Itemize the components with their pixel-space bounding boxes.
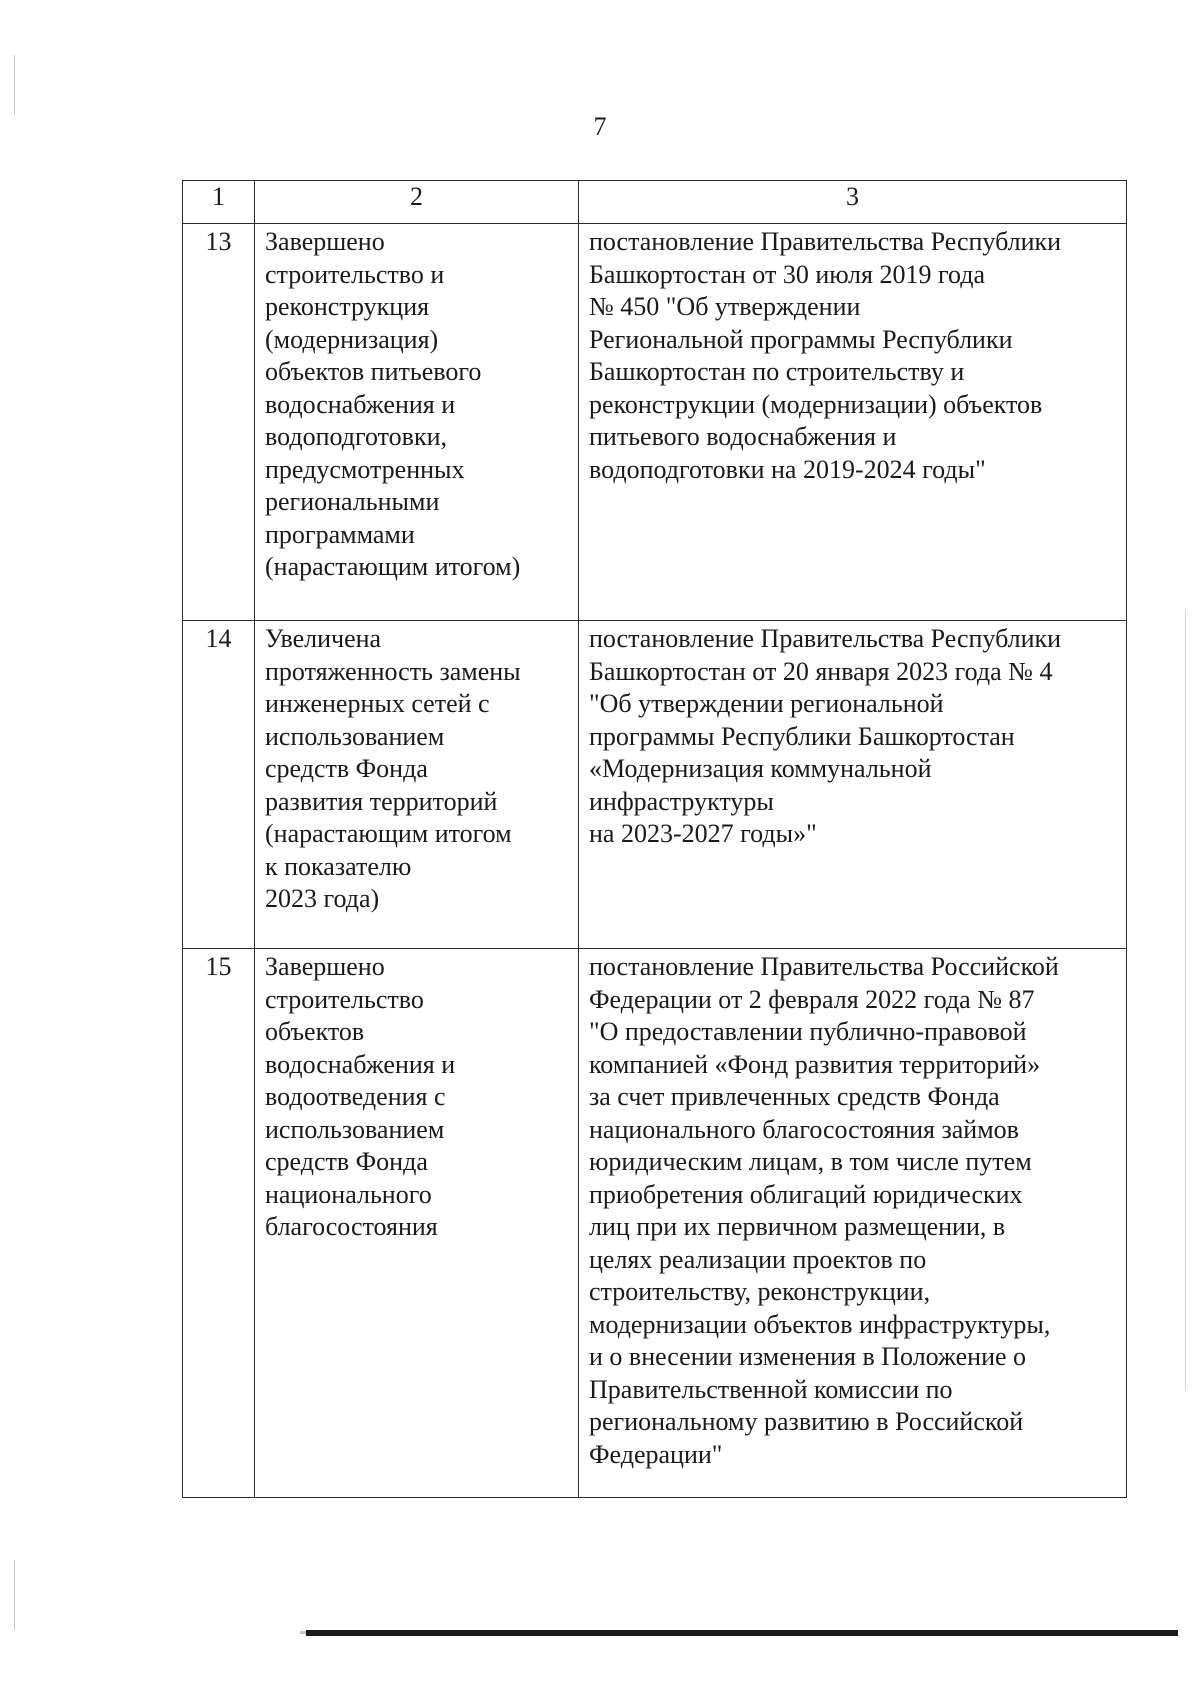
indicator-text-line: Увеличена (265, 624, 382, 653)
page-number: 7 (593, 112, 607, 141)
document-text-line: реконструкции (модернизации) объектов (589, 389, 1043, 419)
table-body (183, 224, 1127, 1498)
column-header-1: 1 (183, 181, 255, 224)
document-text-line: Башкортостан от 20 января 2023 года № 4 (589, 656, 1053, 686)
table-header-row (183, 181, 1127, 224)
indicators-table (182, 180, 1127, 1498)
table-row (183, 949, 1127, 1498)
scan-margin-mark (1185, 610, 1186, 1390)
document-text-line: целях реализации проектов по (589, 1244, 927, 1274)
document-reference-cell (579, 621, 1127, 949)
document-text-line: национального благосостояния займов (589, 1114, 1019, 1144)
document-text-line: № 450 "Об утверждении (589, 292, 861, 321)
table-row (183, 621, 1127, 949)
indicator-text-line: благосостояния (265, 1212, 438, 1241)
document-text-line: за счет привлеченных средств Фонда (589, 1082, 1000, 1111)
indicator-cell (255, 621, 579, 949)
document-text-line: лиц при их первичном размещении, в (589, 1212, 1006, 1241)
indicator-text-line: региональными (265, 487, 440, 516)
indicator-text-line: водоснабжения и (265, 1049, 456, 1079)
column-header-3: 3 (579, 181, 1127, 224)
indicator-text-line: средств Фонда (265, 754, 428, 783)
indicator-text-line: строительство и (265, 259, 445, 289)
document-text-line: постановление Правительства Российской (589, 952, 1059, 981)
document-text-line: модернизации объектов инфраструктуры, (589, 1309, 1051, 1339)
indicator-text-line: средств Фонда (265, 1147, 428, 1176)
indicator-text-line: инженерных сетей с (265, 689, 490, 718)
document-text-line: постановление Правительства Республики (589, 624, 1062, 653)
document-text-line: Федерации от 2 февраля 2022 года № 87 (589, 984, 1035, 1014)
scan-edge-bar (306, 1630, 1178, 1636)
document-text-line: Правительственной комиссии по (589, 1374, 953, 1404)
indicator-text-line: 2023 года) (265, 884, 380, 913)
indicator-text-line: (модернизация) (265, 324, 439, 354)
document-text-line: региональному развитию в Российской (589, 1407, 1024, 1436)
document-text-line: и о внесении изменения в Положение о (589, 1342, 1027, 1371)
document-reference-cell (579, 224, 1127, 621)
document-text-line: инфраструктуры (589, 786, 774, 816)
indicator-text-line: реконструкция (265, 292, 430, 321)
document-text-line: «Модернизация коммунальной (589, 754, 932, 783)
indicator-text-line: объектов питьевого (265, 357, 482, 386)
indicator-text-line: Завершено (265, 227, 385, 256)
document-text-line: Башкортостан по строительству и (589, 357, 965, 386)
indicator-cell (255, 224, 579, 621)
document-text-line: Региональной программы Республики (589, 324, 1013, 354)
indicator-text-line: строительство (265, 984, 424, 1014)
indicator-text-line: (нарастающим итогом (265, 819, 512, 848)
indicator-text-line: протяженность замены (265, 656, 521, 686)
document-text-line: "Об утверждении региональной (589, 689, 944, 718)
indicator-text-line: (нарастающим итогом) (265, 552, 521, 581)
document-text-line: юридическим лицам, в том числе путем (589, 1147, 1032, 1176)
indicator-text-line: Завершено (265, 952, 385, 981)
document-text-line: водоподготовки на 2019-2024 годы" (589, 454, 986, 484)
document-text-line: программы Республики Башкортостан (589, 721, 1015, 751)
indicator-text-line: использованием (265, 721, 445, 751)
document-text-line: строительству, реконструкции, (589, 1277, 931, 1306)
document-text-line: на 2023-2027 годы»" (589, 819, 817, 848)
indicator-text-line: к показателю (265, 851, 412, 881)
indicator-cell (255, 949, 579, 1498)
document-text-line: компанией «Фонд развития территорий» (589, 1049, 1041, 1079)
document-text-line: приобретения облигаций юридических (589, 1179, 1023, 1209)
row-number-cell: 15 (183, 949, 255, 1498)
indicator-text-line: объектов (265, 1017, 365, 1046)
indicator-text-line: водоотведения с (265, 1082, 446, 1111)
document-text-line: "О предоставлении публично-правовой (589, 1017, 1027, 1046)
scan-margin-mark (14, 55, 15, 115)
indicator-text-line: программами (265, 519, 415, 549)
scan-margin-mark (14, 1560, 15, 1630)
indicator-text-line: водоснабжения и (265, 389, 456, 419)
row-number-cell: 14 (183, 621, 255, 949)
indicator-text-line: использованием (265, 1114, 445, 1144)
column-header-2: 2 (255, 181, 579, 224)
row-number-cell: 13 (183, 224, 255, 621)
indicator-text-line: водоподготовки, (265, 422, 447, 451)
document-reference-cell (579, 949, 1127, 1498)
table-row (183, 224, 1127, 621)
document-text-line: питьевого водоснабжения и (589, 422, 897, 451)
document-text-line: Федерации" (589, 1439, 723, 1469)
indicator-text-line: предусмотренных (265, 454, 465, 484)
document-text-line: Башкортостан от 30 июля 2019 года (589, 259, 985, 289)
indicator-text-line: национального (265, 1179, 432, 1209)
document-text-line: постановление Правительства Республики (589, 227, 1062, 256)
indicator-text-line: развития территорий (265, 786, 498, 816)
